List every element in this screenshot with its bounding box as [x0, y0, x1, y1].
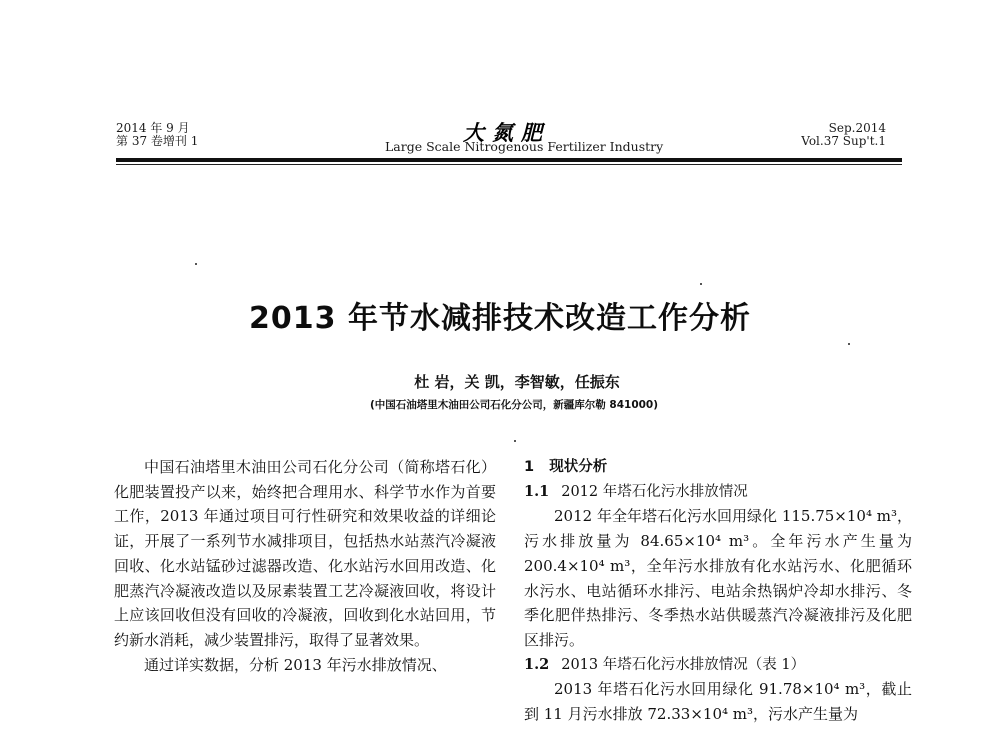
- intro-paragraph: 中国石油塔里木油田公司石化分公司（简称塔石化）化肥装置投产以来，始终把合理用水、科学节水作为首要工作，2013 年通过项目可行性研究和效果收益的详细论证，开展了一系列节水减排项目，包括热水站蒸汽冷凝液回收、化水站锰砂过滤器改造、化水站污水回用改造、化肥蒸汽冷凝液改造以及尿素装置工艺冷凝液回收，将设计上应该回收但没有回收的冷凝液，回收到化水站回用，节约新水消耗，减少装置排污，取得了显著效果。: [114, 458, 496, 649]
- article-affiliation: (中国石油塔里木油田公司石化分公司，新疆库尔勒 841000): [369, 399, 659, 411]
- article-authors: 杜 岩，关 凯，李智敏，任振东: [414, 373, 620, 391]
- header-volume-en: Vol.37 Sup't.1: [801, 134, 886, 148]
- header-date-en: Sep.2014: [828, 121, 886, 135]
- right-column: [524, 455, 912, 727]
- second-paragraph: 通过详实数据，分析 2013 年污水排放情况、: [144, 655, 447, 674]
- journal-title-en: Large Scale Nitrogenous Fertilizer Industry: [385, 139, 664, 154]
- header-volume-cn: 第 37 卷增刊 1: [116, 134, 199, 148]
- left-column: [114, 455, 496, 677]
- subsection-1-1-paragraph: 2012 年全年塔石化污水回用绿化 115.75×10⁴ m³，污水排放量为 84.65×10⁴ m³。全年污水产生量为 200.4×10⁴ m³，全年污水排放有化水站污水、化肥循环水污水、电站循环水排污、电站余热锅炉冷却水排污、冬季化肥伴热排污、冬季热水站供暖蒸汽冷凝液排污及化肥区排污。: [524, 507, 912, 649]
- scan-speck: [514, 440, 516, 442]
- section-number: 1: [524, 459, 535, 475]
- subsection-heading-1-2: [524, 653, 912, 678]
- subsection-title: 2013 年塔石化污水排放情况（表 1）: [561, 656, 806, 673]
- subsection-number: 1.1: [524, 482, 550, 500]
- scan-speck: [700, 283, 702, 285]
- header-rule-thin: [116, 164, 902, 165]
- subsection-heading-1-1: [524, 480, 912, 505]
- scan-speck: [195, 263, 197, 265]
- journal-logo: 大氮肥: [463, 120, 550, 145]
- subsection-1-2-paragraph: 2013 年塔石化污水回用绿化 91.78×10⁴ m³，截止到 11 月污水排放 72.33×10⁴ m³，污水产生量为: [524, 680, 912, 724]
- scan-speck: [848, 343, 850, 345]
- article-title: 2013 年节水减排技术改造工作分析: [249, 301, 751, 336]
- subsection-title: 2012 年塔石化污水排放情况: [561, 483, 748, 500]
- header-date-cn: 2014 年 9 月: [116, 121, 190, 135]
- section-heading-1: [524, 455, 912, 480]
- subsection-number: 1.2: [524, 655, 550, 673]
- header-rule-thick: [116, 158, 902, 162]
- section-title: 现状分析: [549, 459, 608, 475]
